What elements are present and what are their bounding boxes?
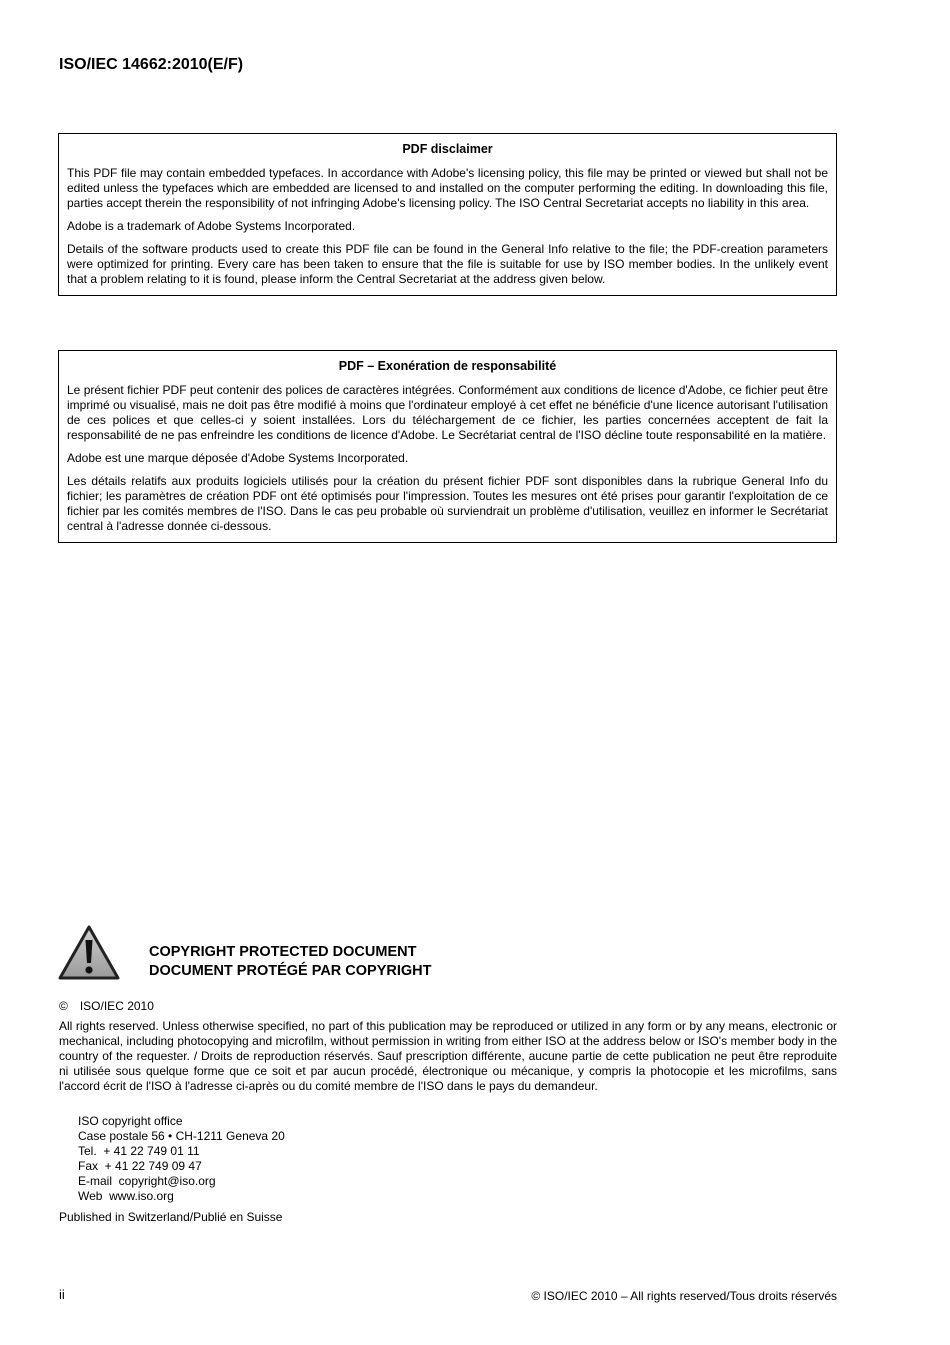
footer-copyright: © ISO/IEC 2010 – All rights reserved/Tous droits réservés bbox=[531, 1289, 837, 1303]
address-line: Web www.iso.org bbox=[78, 1189, 174, 1203]
page-number: ii bbox=[59, 1287, 65, 1302]
disclaimer-paragraph: Details of the software products used to create this PDF file can be found in the General Info relative to the file; the PDF-creation parameters were optimized for printing. Every care has been taken to ensure that the file is suitable for use by ISO member bodies. In the unlikely event that a problem relating to it is found, please inform the Central Secretariat at the address given below. bbox=[67, 242, 828, 286]
pdf-exoneration-box bbox=[58, 350, 837, 543]
copyright-titles bbox=[149, 943, 432, 981]
exoneration-paragraph: Adobe est une marque déposée d'Adobe Systems Incorporated. bbox=[67, 451, 409, 465]
exoneration-paragraph: Le présent fichier PDF peut contenir des polices de caractères intégrées. Conformément aux conditions de licence d'Adobe, ce fichier peut être imprimé ou visualisé, mais ne doit pas être modifié à moins que l'ordinateur employé à cet effet ne bénéficie d'une licence autorisant l'utilisation de ces polices et que celles-ci y soient installées. Lors du téléchargement de ce fichier, les parties concernées acceptent de fait la responsabilité de ne pas enfreindre les conditions de licence d'Adobe. Le Secrétariat central de l'ISO décline toute responsabilité en la matière. bbox=[67, 383, 828, 442]
pdf-disclaimer-title: PDF disclaimer bbox=[402, 142, 493, 156]
copyright-header bbox=[58, 925, 838, 981]
rights-reserved-text: All rights reserved. Unless otherwise specified, no part of this publication may be reproduced or utilized in any form or by any means, electronic or mechanical, including photocopying and microfilm, without permission in writing from either ISO at the address below or ISO's member body in the country of the requester. / Droits de reproduction réservés. Sauf prescription différente, aucune partie de cette publication ne peut être reproduite ni utilisée sous quelque forme que ce soit et par aucun procédé, électronique ou mécanique, y compris la photocopie et les microfilms, sans l'accord écrit de l'ISO à l'adresse ci-après ou du comité membre de l'ISO dans le pays du demandeur. bbox=[59, 1019, 837, 1093]
pdf-exoneration-title: PDF – Exonération de responsabilité bbox=[338, 359, 557, 373]
address-line: Fax + 41 22 749 09 47 bbox=[78, 1159, 202, 1173]
copyright-symbol: © bbox=[59, 999, 68, 1013]
copyright-title-en: COPYRIGHT PROTECTED DOCUMENT bbox=[149, 944, 417, 960]
copyright-office-address bbox=[78, 1114, 285, 1204]
copyright-year-line bbox=[59, 999, 154, 1014]
warning-icon bbox=[58, 925, 120, 981]
copyright-holder-year: ISO/IEC 2010 bbox=[79, 999, 154, 1013]
published-in: Published in Switzerland/Publié en Suisse bbox=[59, 1210, 283, 1224]
address-line: Tel. + 41 22 749 01 11 bbox=[78, 1144, 200, 1158]
address-line: Case postale 56 • CH-1211 Geneva 20 bbox=[78, 1129, 285, 1143]
pdf-disclaimer-box bbox=[58, 133, 837, 296]
copyright-title-fr: DOCUMENT PROTÉGÉ PAR COPYRIGHT bbox=[149, 963, 432, 979]
address-line: ISO copyright office bbox=[78, 1114, 183, 1128]
document-id-header: ISO/IEC 14662:2010(E/F) bbox=[59, 56, 244, 73]
exoneration-paragraph: Les détails relatifs aux produits logiciels utilisés pour la création du présent fichier PDF sont disponibles dans la rubrique General Info du fichier; les paramètres de création PDF ont été optimisés pour l'impression. Toutes les mesures ont été prises pour garantir l'exploitation de ce fichier par les comités membres de l'ISO. Dans le cas peu probable où surviendrait un problème d'utilisation, veuillez en informer le Secrétariat central à l'adresse donnée ci-dessous. bbox=[67, 474, 828, 533]
disclaimer-paragraph: Adobe is a trademark of Adobe Systems Incorporated. bbox=[67, 219, 356, 233]
address-line: E-mail copyright@iso.org bbox=[78, 1174, 216, 1188]
disclaimer-paragraph: This PDF file may contain embedded typefaces. In accordance with Adobe's licensing policy, this file may be printed or viewed but shall not be edited unless the typefaces which are embedded are licensed to and installed on the computer performing the editing. In downloading this file, parties accept therein the responsibility of not infringing Adobe's licensing policy. The ISO Central Secretariat accepts no liability in this area. bbox=[67, 166, 828, 210]
